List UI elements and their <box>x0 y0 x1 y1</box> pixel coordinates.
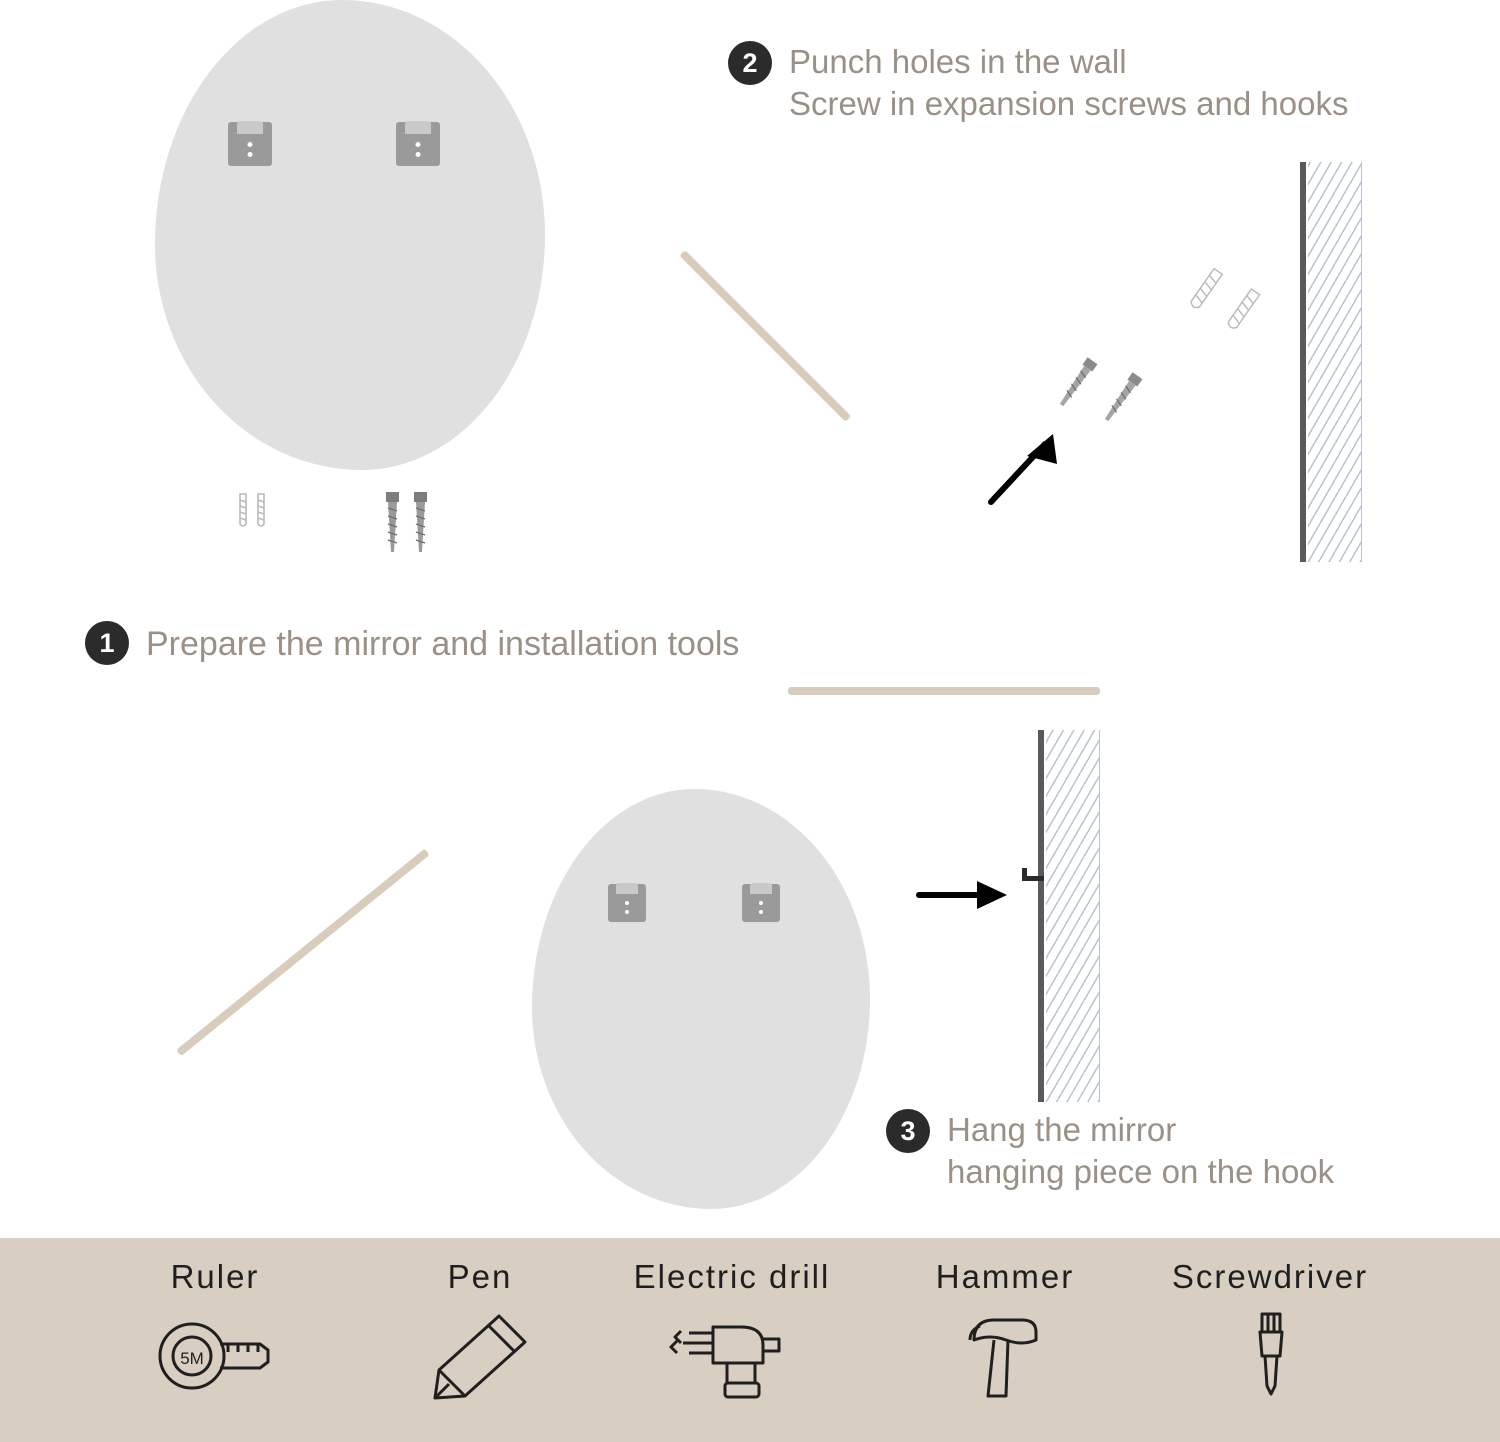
pencil-line <box>679 250 851 422</box>
plate-tab-icon <box>405 121 431 134</box>
plate-hole-icon <box>416 152 421 157</box>
tape-measure-text: 5M <box>180 1349 204 1368</box>
step-line: Prepare the mirror and installation tools <box>146 625 740 663</box>
wall-hook-icon <box>1022 868 1027 881</box>
hanging-plate <box>742 884 780 922</box>
hanging-plate <box>228 122 272 166</box>
tool-screwdriver <box>1130 1258 1410 1404</box>
step-2 <box>728 41 1348 125</box>
step-line: Hang the mirror <box>947 1111 1177 1148</box>
pencil-line <box>788 687 1100 695</box>
plate-hole-icon <box>759 910 763 914</box>
tool-electric-drill <box>592 1258 872 1404</box>
step-text <box>789 41 1348 125</box>
tool-hammer <box>900 1258 1110 1404</box>
step-text <box>947 1109 1334 1193</box>
plate-tab-icon <box>616 883 638 894</box>
drill-icon <box>592 1308 872 1404</box>
tool-label: Screwdriver <box>1171 1258 1369 1295</box>
step-badge: 2 <box>728 41 772 85</box>
wall-anchor-icon <box>1180 265 1300 365</box>
plate-hole-icon <box>625 901 629 905</box>
plate-hole-icon <box>248 142 253 147</box>
wall-edge <box>1300 162 1306 562</box>
plate-hole-icon <box>759 901 763 905</box>
mirror-step1 <box>155 0 545 470</box>
arrow-icon <box>915 875 1015 915</box>
step-badge: 3 <box>886 1109 930 1153</box>
step-line: Screw in expansion screws and hooks <box>789 85 1349 122</box>
pencil-icon <box>370 1308 590 1404</box>
step-3 <box>886 1109 1334 1193</box>
step-line: hanging piece on the hook <box>947 1153 1335 1190</box>
plate-tab-icon <box>237 121 263 134</box>
step-line: Punch holes in the wall <box>789 43 1127 80</box>
hammer-icon <box>900 1308 1110 1404</box>
step-text <box>146 621 739 667</box>
tool-label: Ruler <box>170 1258 260 1295</box>
tool-label: Electric drill <box>633 1258 831 1295</box>
tool-label: Pen <box>447 1258 513 1295</box>
pencil-line <box>176 849 430 1057</box>
plate-hole-icon <box>625 910 629 914</box>
plate-hole-icon <box>416 142 421 147</box>
tool-ruler <box>100 1258 330 1404</box>
screwdriver-icon <box>1130 1308 1410 1404</box>
mirror-step3 <box>532 789 870 1209</box>
wall-section <box>1300 162 1362 562</box>
expansion-screw-icon <box>1055 355 1195 455</box>
expansion-screw-icon <box>380 490 450 570</box>
step-badge: 1 <box>85 621 129 665</box>
wall-anchor-icon <box>232 490 302 540</box>
tool-label: Hammer <box>935 1258 1075 1295</box>
wall-hatch <box>1308 162 1362 562</box>
plate-hole-icon <box>248 152 253 157</box>
wall-section <box>1038 730 1100 1102</box>
arrow-icon <box>985 430 1075 510</box>
tool-pen <box>370 1258 590 1404</box>
step-1 <box>85 621 739 667</box>
tape-measure-icon <box>100 1308 330 1404</box>
plate-tab-icon <box>750 883 772 894</box>
wall-edge <box>1038 730 1044 1102</box>
tools-bar <box>0 1238 1500 1442</box>
hanging-plate <box>608 884 646 922</box>
hanging-plate <box>396 122 440 166</box>
wall-hatch <box>1046 730 1100 1102</box>
